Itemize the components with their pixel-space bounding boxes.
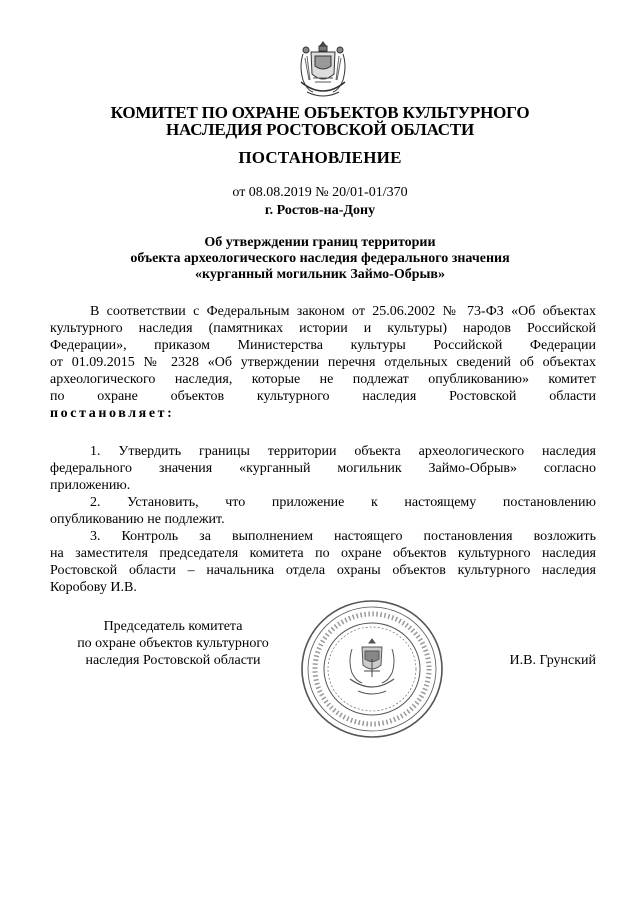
signatory-position	[58, 618, 288, 669]
coat-of-arms-icon	[297, 40, 349, 102]
item-2-line: 2. Установить, что приложение к настоящему постановлению	[90, 495, 596, 510]
item-3-line: 3. Контроль за выполнением настоящего постановления возложить	[90, 529, 596, 544]
preamble-line: культурного наследия (памятниках истории и культуры) народов Российской	[50, 321, 596, 336]
item-3	[50, 528, 596, 596]
item-1-line: приложению.	[50, 478, 131, 493]
preamble-line: по охране объектов культурного наследия Ростовской области	[50, 389, 596, 404]
document-city: г. Ростов-на-Дону	[264, 203, 376, 218]
preamble-line: В соответствии с Федеральным законом от 25.06.2002 № 73-ФЗ «Об объектах	[90, 304, 596, 319]
item-3-line: на заместителя председателя комитета по охране объектов культурного наследия	[50, 546, 596, 561]
committee-name-line1: КОМИТЕТ ПО ОХРАНЕ ОБЪЕКТОВ КУЛЬТУРНОГО	[110, 103, 530, 122]
item-2-line: опубликованию не подлежит.	[50, 512, 225, 527]
document-date-number: от 08.08.2019 № 20/01-01/370	[232, 185, 408, 200]
item-1	[50, 443, 596, 494]
item-1-line: федерального значения «курганный могильник Займо-Обрыв» согласно	[50, 461, 596, 476]
preamble-paragraph	[50, 303, 596, 422]
item-3-line: Коробову И.В.	[50, 580, 137, 595]
signatory-position-line3: наследия Ростовской области	[85, 653, 261, 668]
signatory-position-line1: Председатель комитета	[103, 619, 243, 634]
resolves-word: постановляет:	[50, 406, 175, 421]
item-3-line: Ростовской области – начальника отдела охраны объектов культурного наследия	[50, 563, 596, 578]
subject-line3: «курганный могильник Займо-Обрыв»	[194, 267, 445, 282]
subject-line2: объекта археологического наследия федерального значения	[130, 251, 510, 266]
official-stamp-icon	[298, 597, 446, 742]
committee-name	[40, 104, 600, 138]
signatory-position-line2: по охране объектов культурного	[77, 636, 269, 651]
item-2	[50, 494, 596, 528]
item-1-line: 1. Утвердить границы территории объекта археологического наследия	[90, 444, 596, 459]
preamble-line: от 01.09.2015 № 2328 «Об утверждении перечня отдельных сведений об объектах	[50, 355, 596, 370]
document-type: ПОСТАНОВЛЕНИЕ	[238, 148, 402, 167]
document-subject	[40, 235, 600, 283]
preamble-line: археологического наследия, которые не подлежат опубликованию» комитет	[50, 372, 596, 387]
signatory-name: И.В. Грунский	[509, 653, 596, 668]
subject-line1: Об утверждении границ территории	[204, 235, 436, 250]
committee-name-line2: НАСЛЕДИЯ РОСТОВСКОЙ ОБЛАСТИ	[165, 120, 475, 139]
preamble-line: Федерации», приказом Министерства культуры Российской Федерации	[50, 338, 596, 353]
